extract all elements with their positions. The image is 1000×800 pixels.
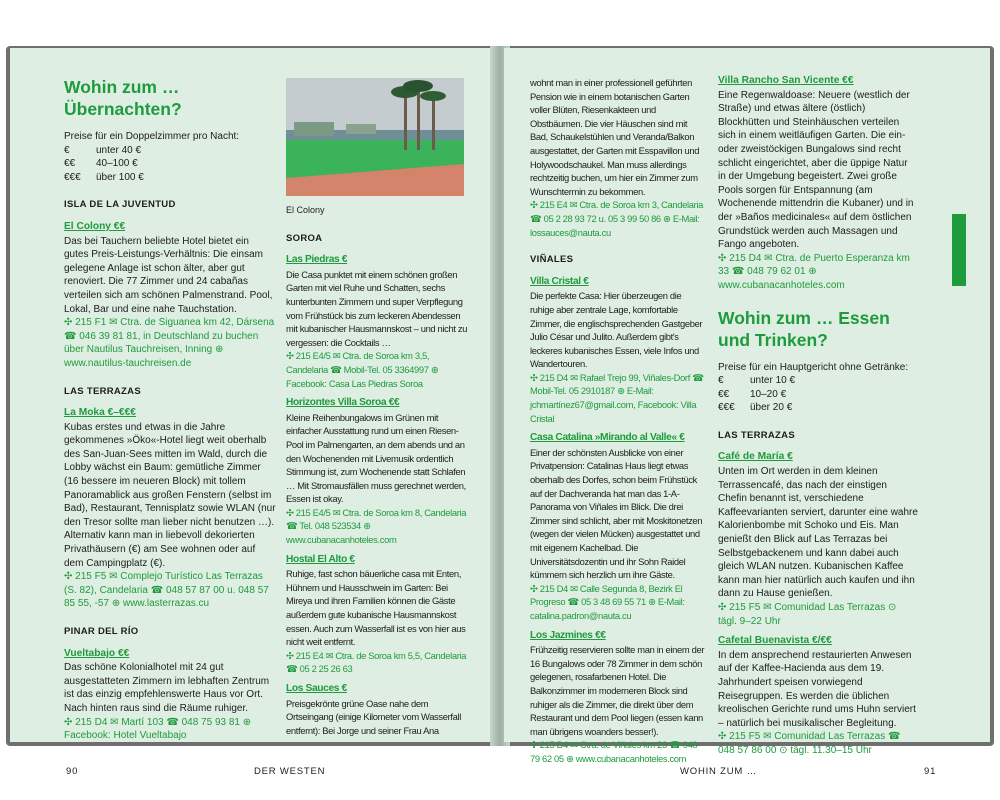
left-page — [10, 48, 496, 777]
entry-description: Einer der schönsten Ausblicke von einer Privatpension: Catalinas Haus liegt etwas oberhalb des Dorfes, schon beim Frühstück auf der Dachveranda hat man das 1-A-Panorama von Viñales im Blick. Die drei Zimmer sind schlicht, aber mit Moskitonetzen (wegen der vielen Mücken) ausgestattet und mit eigenem Kachelbad. Die Universitätsdozentin und ihr Sohn Raidel kümmern sich herzlich um ihre Gäste. — [530, 446, 703, 581]
entry-contact-info: ✣ 215 F5 ✉ Comunidad Las Terrazas ⊙ tägl. 9–22 Uhr — [718, 602, 897, 627]
entry-description: Preisgekrönte grüne Oase nahe dem Ortseingang (einige Kilometer vom Wasserfall entfernt): Bei Jorge und seiner Frau Ana — [286, 697, 461, 736]
region-heading: PINAR DEL RÍO — [64, 626, 139, 637]
entry-description: Das schöne Kolonialhotel mit 24 gut ausgestatteten Zimmern im lebhaften Zentrum ist das einzig empfehlenswerte Haus vor Ort. Nach hinten raus sind die Räume ruhiger. — [64, 662, 270, 714]
entry-description: Kleine Reihenbungalows im Grünen mit einfacher Ausstattung rund um einen Riesen-Pool im Palmengarten, an dem abends und an den Wochenenden mit Livemusik ordentlich Stimmung ist, zum Wochenende statt Schlafen … Mit Stromausfällen muss gerechnet werden, Essen ist okay. — [286, 411, 466, 505]
entry-title: Villa Cristal € — [530, 275, 589, 287]
entry-description: Die Casa punktet mit einem schönen großen Garten mit viel Ruhe und Schatten, sechs kunterbunten Zimmern und super Verpflegung vom Frühstück bis zum leckeren Abendessen mit kubanischer Hausmannskost – und nicht zu vergessen: die Cocktails … — [286, 268, 468, 348]
entry-contact-info: ✣ 215 E4 ✉ Ctra. de Soroa km 5,5, Candelaria ☎ 05 2 25 26 63 — [286, 649, 467, 675]
entry-description: Unten im Ort werden in dem kleinen Terrassencafé, das nach der einstigen Chefin benannt ist, verschiedene Kaffeevarianten serviert, darunter eine wahre Kalorienbombe mit Schoko und Eis. Man genießt den Blick auf Las Terrazas bei Selbstgebackenem und kann dabei auch gleich WLAN nutzen. Kubanischen Kaffee kann man hier natürlich auch kaufen und ihn dann zu Hause genießen. — [718, 466, 918, 600]
running-title-left: DER WESTEN — [254, 766, 326, 777]
entry-contact-info: ✣ 215 D4 ✉ Martí 103 ☎ 048 75 93 81 ⊕ Facebook: Hotel Vueltabajo — [64, 716, 252, 742]
pool-palms-illustration — [286, 78, 464, 196]
entry-title: Las Piedras € — [286, 254, 348, 266]
entry-description: Kubas erstes und etwas in die Jahre gekommenes »Öko«-Hotel liegt weit oberhalb des San-Juan-Sees mitten im Wald, durch die Lobby wächst ein Baum: gemütliche Zimmer (16 bessere im neueren Block) mit tollem Panoramablick aus großen Fenstern (selbst im Bad), Restaurant, Tennisplatz sowie WLAN (nur den Tresor sollte man lieber nicht benutzen …). Alternativ kann man in liebevoll dekorierten Privathäusern (€) am See wohnen oder auf dem Campingplatz (€). — [64, 421, 276, 569]
region-heading: LAS TERRAZAS — [64, 385, 141, 397]
price-legend-food — [718, 374, 918, 415]
right-column-2-top-entry — [718, 74, 918, 293]
running-title-right: WOHIN ZUM … — [680, 766, 757, 777]
right-column-2 — [718, 74, 918, 758]
entry-contact-info: ✣ 215 F5 ✉ Comunidad Las Terrazas ☎ 048 57 86 00 ⊙ tägl. 11.30–15 Uhr — [718, 731, 901, 756]
price-row: €€€ über 20 € — [718, 402, 793, 414]
price-row: €€€ über 100 € — [64, 171, 144, 183]
entry-contact-info: ✣ 215 D4 ✉ Ctra. de Puerto Esperanza km 33 ☎ 048 79 62 01 ⊕ www.cubanacanhoteles.com — [718, 252, 910, 291]
entry-contact-info: ✣ 215 D4 ✉ Calle Segunda 8, Bezirk El Progreso ☎ 05 3 48 69 55 71 ⊕ E-Mail: catalina.padron@nauta.cu — [530, 582, 685, 621]
accommodation-heading: Wohin zum … Übernachten? — [64, 77, 182, 119]
page-number-right: 91 — [924, 766, 937, 777]
left-column-2-entries — [286, 232, 472, 738]
right-page — [504, 48, 990, 777]
region-heading: SOROA — [286, 232, 323, 244]
entry-title: Los Sauces € — [286, 683, 347, 694]
entry-title: Los Jazmines €€ — [530, 629, 606, 641]
entry-title: El Colony €€ — [64, 220, 126, 232]
region-heading: LAS TERRAZAS — [718, 429, 795, 441]
price-intro: Preise für ein Doppelzimmer pro Nacht: — [64, 131, 240, 142]
entry-description: Eine Regenwaldoase: Neuere (westlich der Straße) und etwas ältere (östlich) Blockhütten und Steinhäuschen verteilen sich in einem weitläufigen Garten. Die ein- oder zweistöckigen Bungalows sind recht schlicht eingerichtet, aber die üppige Natur in der Umgebung begeistert. Zwei große Pools sorgen für Entspannung (am Wochenende mittendrin die Kubaner) und in der »Baños medicinales« auf dem östlichen Grundstück werden auch Massagen und Fango angeboten. — [718, 89, 914, 251]
price-legend — [64, 144, 276, 185]
chapter-tab-marker — [952, 214, 966, 286]
region-heading: VIÑALES — [530, 254, 574, 266]
price-row: € unter 10 € — [718, 375, 796, 387]
food-heading: Wohin zum … Essen und Trinken? — [718, 307, 890, 350]
left-column-1-entries — [64, 198, 276, 742]
right-column-1-entries — [530, 76, 706, 766]
entry-title: Café de María € — [718, 451, 793, 463]
page-number-left: 90 — [66, 766, 79, 777]
entry-contact-info: ✣ 215 D4 ✉ Rafael Trejo 99, Viñales-Dorf ☎ Mobil-Tel. 05 2910187 ⊕ E-Mail: jchmartínez67@gmail.com, Facebook: Villa Cristal — [530, 371, 704, 424]
entry-description: Die perfekte Casa: Hier überzeugen die ruhige aber zentrale Lage, komfortable Zimmer, die englischsprechenden Gastgeber Julio César und Julito. Außerdem gibt's leckeres kubanisches Essen, viele Infos und Wandertouren. — [530, 290, 703, 370]
right-column-2-entries — [718, 429, 918, 758]
entry-title: Villa Rancho San Vicente €€ — [718, 75, 854, 86]
hotel-photo — [286, 78, 464, 196]
entry-title: Hostal El Alto € — [286, 553, 355, 565]
price-row: €€ 10–20 € — [718, 388, 787, 400]
price-intro-food: Preise für ein Hauptgericht ohne Getränke: — [718, 361, 909, 373]
entry-title: La Moka €–€€€ — [64, 407, 136, 419]
left-column-2 — [286, 78, 472, 737]
right-column-1 — [530, 76, 706, 766]
entry-contact-info: ✣ 215 E4 ✉ Ctra. de Soroa km 3, Candelaria ☎ 05 2 28 93 72 u. 05 3 99 50 86 ⊕ E-Mail: lossauces@nauta.cu — [530, 199, 703, 238]
entry-contact-info: ✣ 215 F5 ✉ Complejo Turístico Las Terrazas (S. 82), Candelaria ☎ 048 57 87 00 u. 048 57 85 55, -57 ⊕ www.lasterrazas.cu — [64, 571, 269, 610]
price-row: €€ 40–100 € — [64, 158, 138, 170]
entry-title: Vueltabajo €€ — [64, 647, 130, 659]
entry-title: Casa Catalina »Mirando al Valle« € — [530, 432, 685, 444]
entry-contact-info: ✣ 215 D4 ✉ Ctra. de Viñales km 23 ☎ 048 79 62 05 ⊕ www.cubanacanhoteles.com — [530, 739, 698, 764]
entry-description: In dem ansprechend restaurierten Anwesen auf der Kaffee-Hacienda aus dem 19. Jahrhundert speisen vorwiegend Reisegruppen. Es werden die üblichen kreolischen Gerichte rund ums Huhn serviert – natürlich bei musikalischer Begleitung. — [718, 649, 916, 729]
photo-caption: El Colony — [286, 205, 325, 215]
left-column-1 — [64, 76, 276, 743]
entry-contact-info: ✣ 215 E4/5 ✉ Ctra. de Soroa km 8, Candelaria ☎ Tel. 048 523534 ⊕ www.cubanacanhoteles.com — [286, 506, 467, 546]
entry-title: Cafetal Buenavista €/€€ — [718, 635, 832, 647]
price-row: € unter 40 € — [64, 144, 142, 156]
entry-description: Das bei Tauchern beliebte Hotel bietet ein gutes Preis-Leistungs-Verhältnis: Die einsam gelegene Anlage ist schon älter, aber gut renoviert. Die 77 Zimmer und 24 cabañas verteilen sich am schönen Palmenstrand. Pool, Lokal, Bar und eine nahe Tauchstation. — [64, 235, 273, 315]
entry-title: Horizontes Villa Soroa €€ — [286, 397, 400, 409]
entry-description: Ruhige, fast schon bäuerliche casa mit Enten, Hühnern und Hausschwein im Garten: Bei Mireya und ihren Familien können die Gäste außerdem gute kubanische Hausmannskost essen. Auch zum Wasserfall ist es von hier aus nicht weit entfernt. — [286, 568, 466, 648]
entry-description: Frühzeitig reservieren sollte man in einem der 16 Bungalows oder 78 Zimmer in dem schön gelegenen, rosafarbenen Hotel. Die Balkonzimmer im moderneren Block sind ruhiger als die Zimmer, die direkt über dem Restaurant und dem Pool liegen (essen kann man übrigens woanders besser!). — [530, 644, 705, 737]
region-heading: ISLA DE LA JUVENTUD — [64, 199, 176, 211]
entry-contact-info: ✣ 215 E4/5 ✉ Ctra. de Soroa km 3,5, Candelaria ☎ Mobil-Tel. 05 3364997 ⊕ Facebook: Casa Las Piedras Soroa — [286, 350, 439, 389]
entry-contact-info: ✣ 215 F1 ✉ Ctra. de Siguanea km 42, Dársena ☎ 046 39 81 81, in Deutschland zu buchen über Nautilus Tauchreisen, Inning ⊕ www.nautilus-tauchreisen.de — [64, 317, 275, 369]
entry-description: wohnt man in einer professionell geführten Pension wie in einem botanischen Garten voller Blüten, Riesenkakteen und Obstbäumen. Die vier Häuschen sind mit Bad, Schaukelstühlen und Veranda/Balkon ausgestattet, der Garten mit Esspavillon und Holywoodschaukel. Man muss allerdings rechtzeitig buchen, um hier ein Zimmer zum Wunschtermin zu bekommen. — [530, 77, 700, 197]
